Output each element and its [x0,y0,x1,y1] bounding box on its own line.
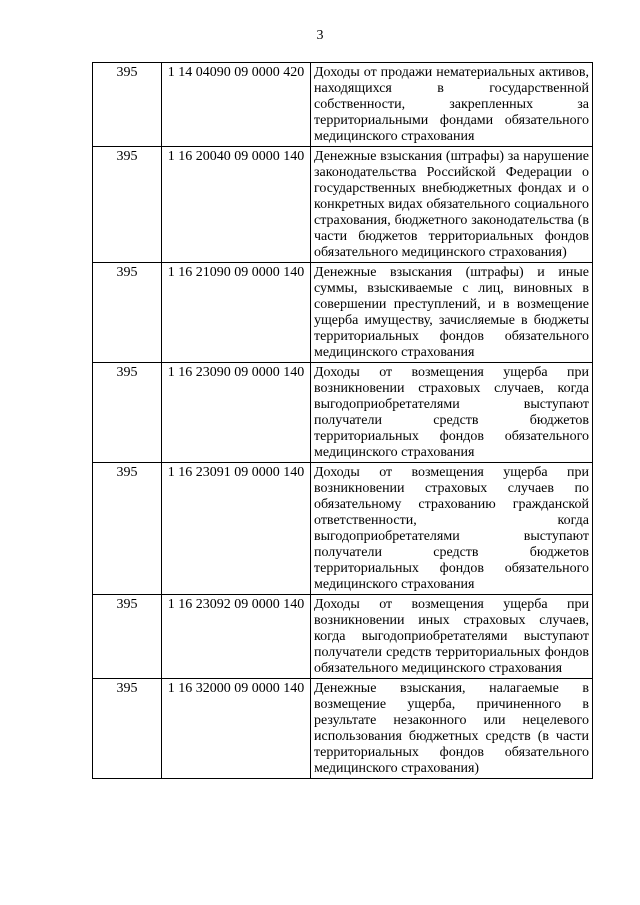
budget-code-cell: 1 16 23090 09 0000 140 [162,363,311,463]
budget-code-cell: 1 16 21090 09 0000 140 [162,263,311,363]
admin-code-cell: 395 [93,679,162,779]
table-row [93,463,593,595]
table-row [93,263,593,363]
admin-code-cell: 395 [93,263,162,363]
description-cell: Доходы от возмещения ущерба при возникновении иных страховых случаев, когда выгодоприобретателями выступают получатели средств территориальных фондов обязательного медицинского страхования [311,595,593,679]
description-cell: Денежные взыскания (штрафы) и иные суммы, взыскиваемые с лиц, виновных в совершении преступлений, и в возмещение ущерба имуществу, зачисляемые в бюджеты территориальных фондов обязательного медицинского страхования [311,263,593,363]
table-row [93,679,593,779]
page-number: 3 [316,28,324,43]
table-row [93,147,593,263]
description-cell: Денежные взыскания, налагаемые в возмещение ущерба, причиненного в результате незаконного или нецелевого использования бюджетных средств (в части территориальных фондов обязательного медицинского страхования) [311,679,593,779]
budget-code-cell: 1 16 20040 09 0000 140 [162,147,311,263]
table-row [93,63,593,147]
admin-code-cell: 395 [93,363,162,463]
revenue-codes-table [92,62,593,779]
description-cell: Доходы от возмещения ущерба при возникновении страховых случаев по обязательному страхованию гражданской ответственности, когда выгодоприобретателями выступают получатели средств бюджетов территориальных фондов обязательного медицинского страхования [311,463,593,595]
admin-code-cell: 395 [93,463,162,595]
budget-code-cell: 1 16 32000 09 0000 140 [162,679,311,779]
description-cell: Доходы от возмещения ущерба при возникновении страховых случаев, когда выгодоприобретателями выступают получатели средств бюджетов территориальных фондов обязательного медицинского страхования [311,363,593,463]
budget-code-cell: 1 14 04090 09 0000 420 [162,63,311,147]
budget-code-cell: 1 16 23092 09 0000 140 [162,595,311,679]
description-cell: Доходы от продажи нематериальных активов, находящихся в государственной собственности, закрепленных за территориальными фондами обязательного медицинского страхования [311,63,593,147]
budget-code-cell: 1 16 23091 09 0000 140 [162,463,311,595]
description-cell: Денежные взыскания (штрафы) за нарушение законодательства Российской Федерации о государственных внебюджетных фондах и о конкретных видах обязательного социального страхования, бюджетного законодательства (в части бюджетов территориальных фондов обязательного медицинского страхования) [311,147,593,263]
admin-code-cell: 395 [93,147,162,263]
table-row [93,363,593,463]
table-row [93,595,593,679]
admin-code-cell: 395 [93,595,162,679]
admin-code-cell: 395 [93,63,162,147]
